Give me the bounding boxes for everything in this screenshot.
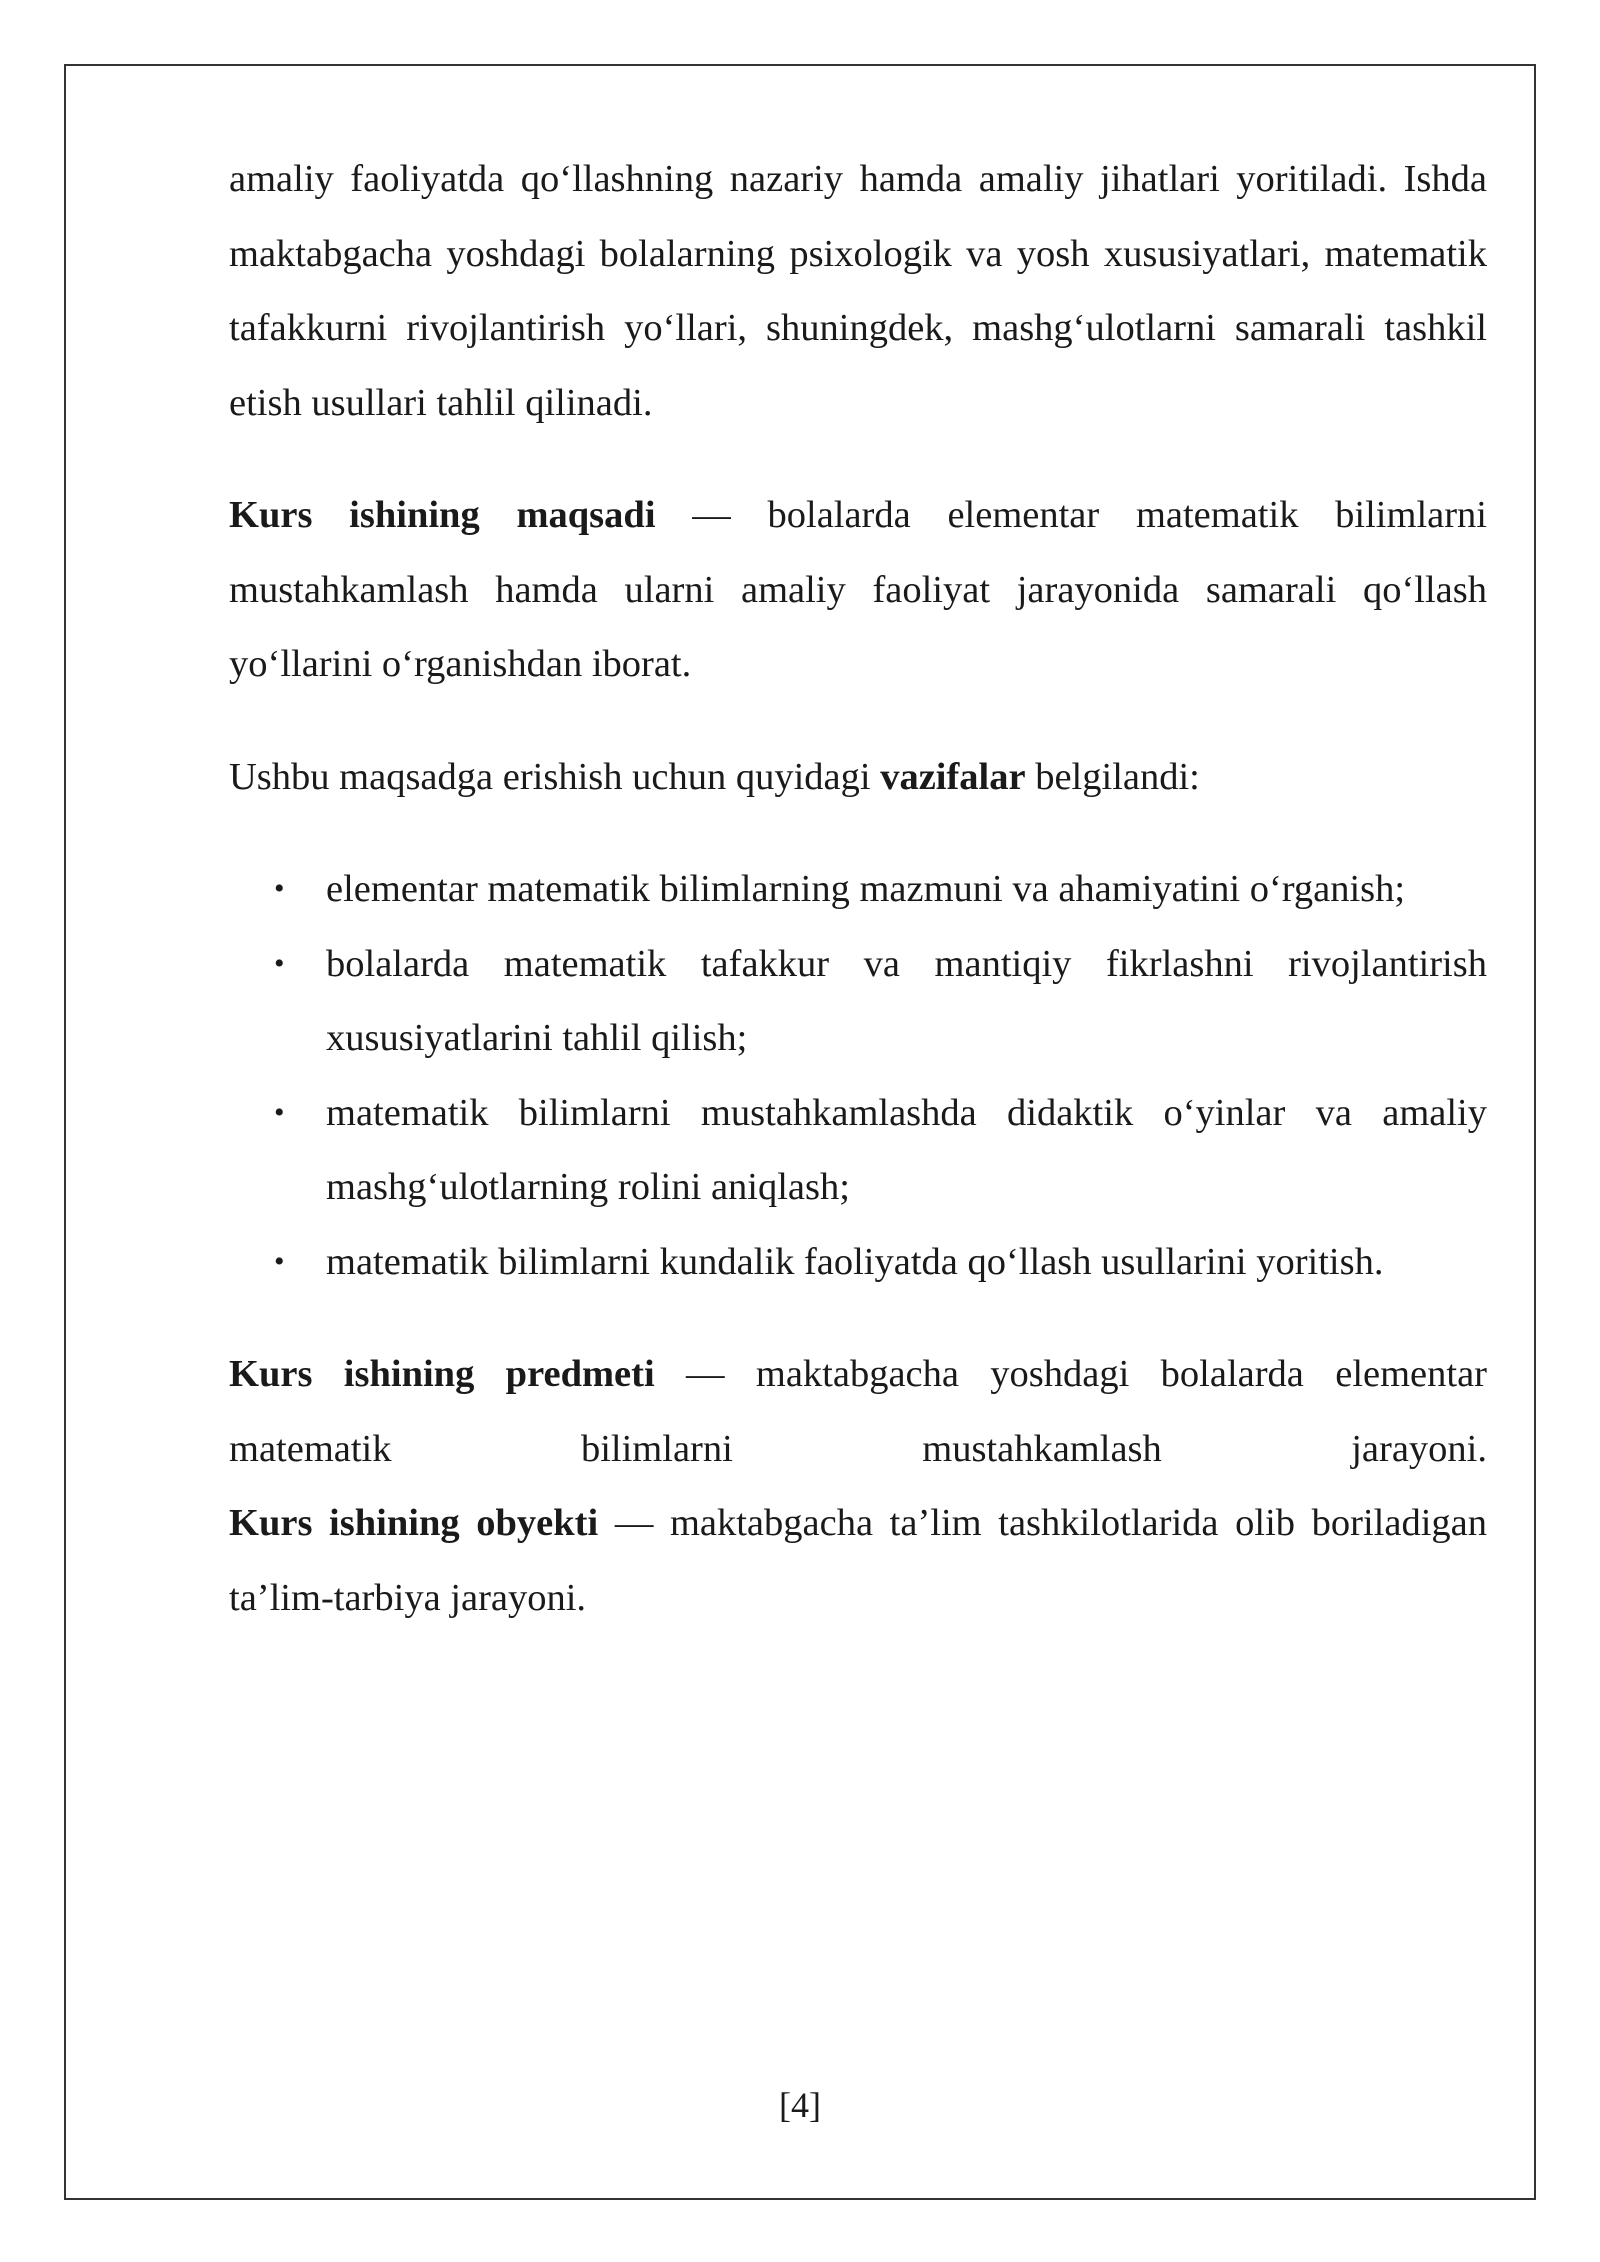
bullet-icon: •	[274, 1244, 285, 1278]
tasks-intro-bold: vazifalar	[880, 755, 1026, 798]
list-item	[229, 852, 1487, 927]
tasks-list	[229, 852, 1487, 1299]
bullet-icon: •	[274, 1095, 285, 1129]
tasks-intro-before: Ushbu maqsadga erishish uchun quyidagi	[229, 755, 881, 798]
list-item-text: matematik bilimlarni mustahkamlashda didaktik o‘yinlar va amaliy mashg‘ulotlarning rolini aniqlash;	[326, 1091, 1487, 1208]
goal-paragraph	[229, 478, 1487, 702]
list-item-text: elementar matematik bilimlarning mazmuni va ahamiyatini o‘rganish;	[326, 868, 1406, 910]
object-label: Kurs ishining obyekti	[229, 1502, 599, 1544]
list-item-text: bolalarda matematik tafakkur va mantiqiy fikrlashni rivojlantirish xususiyatlarini tahlil qilish;	[326, 942, 1487, 1059]
document-body	[229, 142, 1487, 1673]
tasks-intro-paragraph	[229, 740, 1487, 815]
intro-paragraph: amaliy faoliyatda qo‘llashning nazariy hamda amaliy jihatlari yoritiladi. Ishda maktabgacha yoshdagi bolalarning psixologik va yosh xususiyatlari, matematik tafakkurni rivojlantirish yo‘llari, shuningdek, mashg‘ulotlarni samarali tashkil etish usullari tahlil qilinadi.	[229, 158, 1487, 424]
object-text: — maktabgacha ta’lim tashkilotlarida olib boriladigan ta’lim-tarbiya jarayoni.	[229, 1502, 1487, 1619]
list-item	[229, 1225, 1487, 1300]
goal-label: Kurs ishining maqsadi	[229, 494, 656, 536]
subject-text: — maktabgacha yoshdagi bolalarda elementar matematik bilimlarni mustahkamlash jarayoni.	[229, 1353, 1488, 1470]
list-item	[229, 1076, 1487, 1225]
page-number: [4]	[779, 2085, 821, 2125]
subject-label: Kurs ishining predmeti	[229, 1353, 655, 1395]
bullet-icon: •	[274, 872, 285, 905]
tasks-intro-after: belgilandi:	[1025, 755, 1200, 798]
subject-paragraph	[229, 1337, 1487, 1486]
list-item-text: matematik bilimlarni kundalik faoliyatda qo‘llash usullarini yoritish.	[326, 1240, 1384, 1283]
object-paragraph	[229, 1486, 1487, 1635]
goal-text: — bolalarda elementar matematik bilimlarni mustahkamlash hamda ularni amaliy faoliyat jarayonida samarali qo‘llash yo‘llarini o‘rganishdan iborat.	[229, 494, 1488, 685]
bullet-icon: •	[274, 946, 285, 980]
list-item	[229, 927, 1487, 1076]
